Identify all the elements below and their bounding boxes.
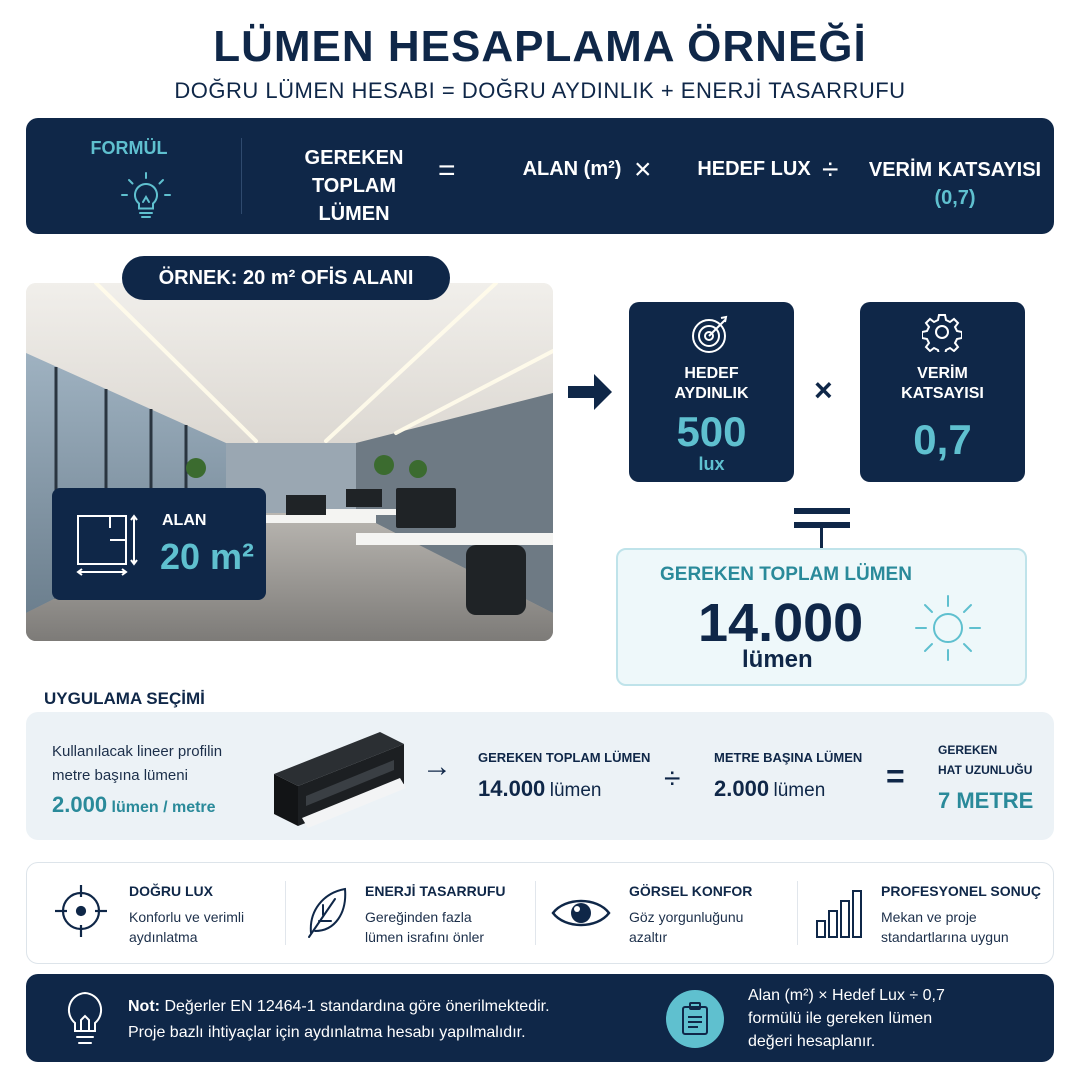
length-value: 7 METRE xyxy=(938,788,1034,813)
target-lux-card xyxy=(629,302,794,482)
per-metre-readout: 2.000 lümen / metre xyxy=(52,792,216,817)
times-operator: × xyxy=(814,372,833,408)
note-formula-text: Alan (m²) × Hedef Lux ÷ 0,7 formülü ile gereken lümen değeri hesaplanır. xyxy=(748,987,945,1050)
application-arrow-icon: → xyxy=(422,750,452,783)
feature-professional xyxy=(797,863,1053,963)
formula-area-term: ALAN (m²) xyxy=(522,158,622,180)
eye-icon xyxy=(551,895,611,931)
total-label: GEREKEN TOPLAM LÜMEN xyxy=(478,750,651,765)
area-value: 20 m² xyxy=(160,536,255,577)
lightbulb-icon xyxy=(64,990,106,1048)
page-subtitle: DOĞRU LÜMEN HESABI = DOĞRU AYDINLIK + ENERJİ TASARRUFU xyxy=(174,78,906,103)
bar-chart-icon xyxy=(815,889,863,939)
result-value: 14.000 xyxy=(698,593,864,653)
length-label: GEREKEN HAT UZUNLUĞU xyxy=(938,743,1033,777)
feature-title: GÖRSEL KONFOR xyxy=(629,883,753,899)
feature-accurate-lux xyxy=(27,863,285,963)
lightbulb-icon xyxy=(118,170,174,226)
formula-efficiency-term: VERİM KATSAYISI (0,7) xyxy=(868,159,1042,209)
formula-divide: ÷ xyxy=(822,153,839,186)
feature-title: DOĞRU LUX xyxy=(129,883,213,899)
equals-connector xyxy=(792,504,852,550)
result-label: GEREKEN TOPLAM LÜMEN xyxy=(660,564,912,585)
target-icon xyxy=(689,314,733,354)
area-label: ALAN xyxy=(162,512,207,529)
area-box xyxy=(52,488,266,600)
leaf-icon xyxy=(305,885,349,939)
target-value: 500 xyxy=(676,408,747,455)
feature-energy-saving xyxy=(285,863,535,963)
formula-divider xyxy=(241,138,242,214)
led-profile-image xyxy=(270,726,410,832)
feature-title: ENERJİ TASARRUFU xyxy=(365,883,506,899)
application-desc: Kullanılacak lineer profilin metre başına lümeni xyxy=(52,743,223,784)
example-tag: ÖRNEK: 20 m² OFİS ALANI xyxy=(122,256,450,300)
feature-title: PROFESYONEL SONUÇ xyxy=(881,883,1041,899)
feature-desc: Göz yorgunluğunu azaltır xyxy=(629,909,744,945)
feature-desc: Mekan ve proje standartlarına uygun xyxy=(881,909,1009,945)
efficiency-value: 0,7 xyxy=(913,416,972,463)
arrow-right-icon xyxy=(566,372,614,412)
formula-result-term: GEREKEN TOPLAM LÜMEN xyxy=(304,147,404,225)
formula-label: FORMÜL xyxy=(90,138,168,158)
formula-bar xyxy=(26,118,1054,234)
total-readout: 14.000 lümen xyxy=(478,776,602,801)
clipboard-badge xyxy=(666,990,724,1048)
features-row xyxy=(26,862,1054,964)
target-unit: lux xyxy=(698,454,725,474)
equals-operator: = xyxy=(886,758,905,794)
page-title: LÜMEN HESAPLAMA ÖRNEĞİ xyxy=(213,22,867,71)
floor-plan-icon xyxy=(74,512,138,580)
note-bar xyxy=(26,974,1054,1062)
per-label: METRE BAŞINA LÜMEN xyxy=(714,750,863,765)
per-readout: 2.000 lümen xyxy=(714,776,826,801)
divide-operator: ÷ xyxy=(664,762,681,795)
feature-visual-comfort xyxy=(535,863,797,963)
result-unit: lümen xyxy=(742,646,813,673)
note-text: Not: Değerler EN 12464-1 standardına göre önerilmektedir. Proje bazlı ihtiyaçlar için aydınlatma hesabı yapılmalıdır. xyxy=(128,998,550,1041)
gear-icon xyxy=(922,312,962,352)
formula-target-term: HEDEF LUX xyxy=(697,158,811,180)
application-panel xyxy=(26,712,1054,840)
application-title: UYGULAMA SEÇİMİ xyxy=(44,689,205,708)
clipboard-icon xyxy=(681,1002,709,1036)
target-title: HEDEF AYDINLIK xyxy=(674,365,749,402)
target-icon xyxy=(53,883,109,939)
sun-icon xyxy=(912,592,984,664)
result-box xyxy=(616,548,1027,686)
formula-equals: = xyxy=(438,154,456,187)
efficiency-title: VERİM KATSAYISI xyxy=(901,365,984,402)
feature-desc: Gereğinden fazla lümen israfını önler xyxy=(365,909,485,945)
formula-times: × xyxy=(634,153,652,186)
efficiency-card xyxy=(860,302,1025,482)
feature-desc: Konforlu ve verimli aydınlatma xyxy=(129,909,245,945)
